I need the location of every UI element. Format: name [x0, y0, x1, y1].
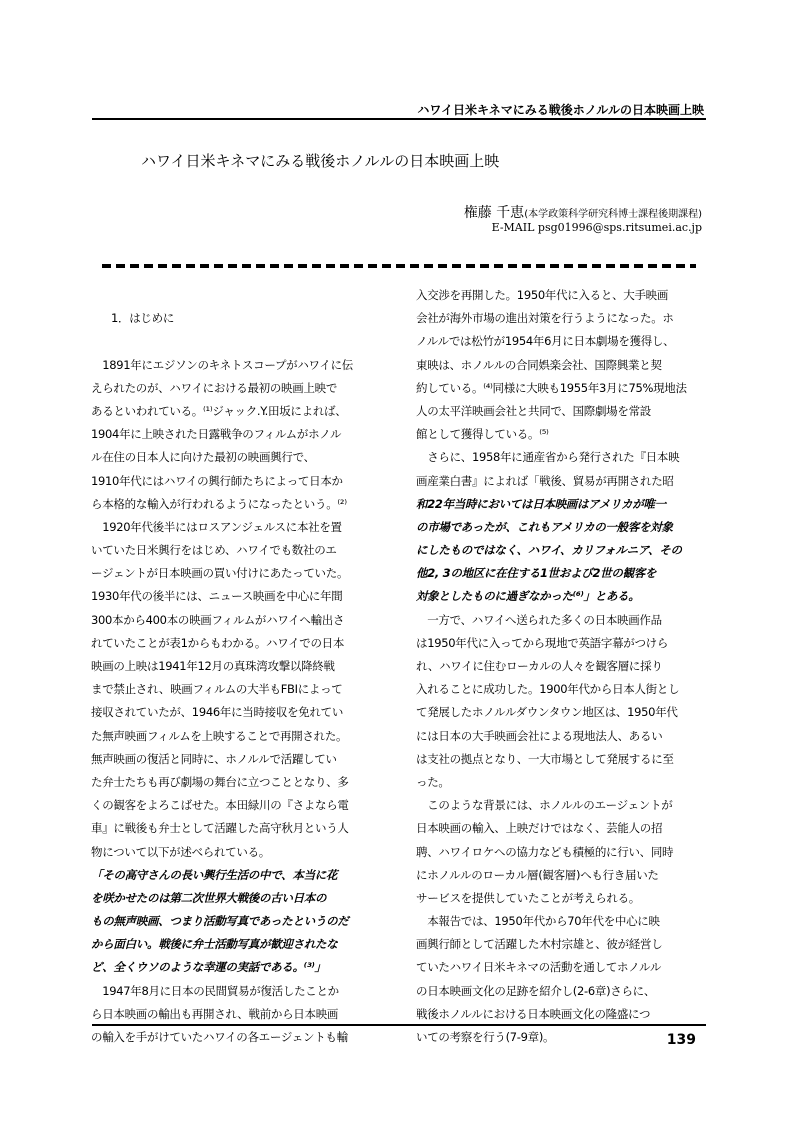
text-line: 物について以下が述べられている。 [91, 844, 270, 859]
text-line: 1930年代の後半には、ニュース映画を中心に年間 [91, 589, 343, 604]
text-line: まで禁止され、映画フィルムの大半もFBIによって [91, 682, 343, 697]
text-line: くの観客をよろこばせた。本田緑川の『さよなら電 [91, 798, 349, 813]
text-line: 1910年代にはハワイの興行師たちによって日本か [91, 473, 343, 488]
text-line: 戦後ホノルルにおける日本映画文化の隆盛につ [416, 1006, 651, 1021]
text-line: 他2, 3の地区に在住する1世および2世の観客を [416, 566, 657, 581]
text-line: 聘、ハワイロケへの協力なども積極的に行い、同時 [416, 844, 674, 859]
text-line: 対象としたものに過ぎなかった⁽⁶⁾」とある。 [416, 589, 640, 604]
author-affiliation: (本学政策科学研究科博士課程後期課程) [524, 209, 702, 220]
text-line: 「その高守さんの長い興行生活の中で、本当に花 [91, 867, 338, 882]
text-line: の日本映画文化の足跡を紹介し(2-6章)さらに、 [416, 983, 656, 998]
text-line: ど、全くウソのような幸運の実話である。⁽³⁾」 [91, 960, 326, 975]
text-line: さらに、1958年に通産省から発行された『日本映 [416, 450, 680, 465]
text-line: 和22年当時においては日本映画はアメリカが唯一 [416, 496, 666, 511]
text-line: 日本映画の輸入、上映だけではなく、芸能人の招 [416, 821, 663, 836]
text-line: 300本から400本の映画フィルムがハワイへ輸出さ [91, 612, 345, 627]
text-line: いていた日米興行をはじめ、ハワイでも数社のエ [91, 543, 337, 558]
text-line: 画産業白書』によれば「戦後、貿易が再開された昭 [416, 473, 674, 488]
running-head: ハワイ日米キネマにみる戦後ホノルルの日本映画上映 [417, 103, 704, 117]
text-line: れ、ハワイに住むローカルの人々を観客層に採り [416, 659, 663, 673]
text-line: ル在住の日本人に向けた最初の映画興行で、 [91, 450, 315, 465]
text-line: ていたハワイ日米キネマの活動を通してホノルル [416, 960, 662, 975]
text-line: った。 [416, 774, 450, 789]
text-line [91, 330, 373, 353]
text-line: た無声映画フィルムを上映することで再開された。 [91, 728, 348, 743]
left-column [91, 284, 373, 1049]
text-line: えられたのが、ハワイにおける最初の映画上映で [91, 380, 338, 395]
text-line: 無声映画の復活と同時に、ホノルルで活躍してい [91, 751, 337, 766]
text-line: を咲かせたのは第二次世界大戦後の古い日本の [91, 890, 327, 905]
author-name: 権藤 千恵 [463, 205, 525, 221]
text-line: 1920年代後半にはロスアンジェルスに本社を置 [91, 519, 342, 534]
text-line: いての考察を行う(7-9章)。 [416, 1030, 555, 1044]
text-line: 車』に戦後も弁士として活躍した高守秋月という人 [91, 821, 349, 836]
right-column [416, 284, 698, 1049]
header-rule [92, 118, 706, 120]
text-line: から面白い。戦後に弁士活動写真が歓迎されたな [91, 937, 338, 952]
text-line: ら本格的な輸入が行われるようになったという。⁽²⁾ [91, 496, 347, 511]
dashed-divider [102, 264, 696, 268]
text-line: ら日本映画の輸出も再開され、戦前から日本映画 [91, 1006, 339, 1021]
text-line: 入れることに成功した。1900年代から日本人街とし [416, 682, 680, 697]
author-email: E-MAIL psg01996@sps.ritsumei.ac.jp [491, 221, 702, 234]
page-number: 139 [666, 1032, 696, 1048]
text-line: た弁士たちも再び劇場の舞台に立つこととなり、多 [91, 774, 349, 789]
article-title: ハワイ日米キネマにみる戦後ホノルルの日本映画上映 [141, 152, 500, 170]
text-line: あるといわれている。⁽¹⁾ジャック.Y.田坂によれば、 [91, 403, 347, 418]
text-line: 会社が海外市場の進出対策を行うようになった。ホ [416, 311, 674, 326]
text-line: の輸入を手がけていたハワイの各エージェントも輸 [91, 1030, 348, 1044]
text-line: 約している。⁽⁴⁾同様に大映も1955年3月に75%現地法 [416, 380, 687, 395]
author-line [464, 202, 702, 222]
text-line: 映画の上映は1941年12月の真珠湾攻撃以降終戦 [91, 659, 335, 673]
text-line [91, 284, 373, 307]
text-line: て発展したホノルルダウンタウン地区は、1950年代 [416, 705, 678, 720]
text-line: にしたものではなく、ハワイ、カリフォルニア、その [416, 543, 682, 558]
text-line: 1904年に上映された日露戦争のフィルムがホノル [91, 427, 342, 442]
text-line: ノルルでは松竹が1954年6月に日本劇場を獲得し、 [416, 334, 675, 349]
text-line: 1891年にエジソンのキネトスコープがハワイに伝 [91, 357, 353, 372]
text-line: 接収されていたが、1946年に当時接収を免れてい [91, 705, 344, 720]
text-line: は支社の拠点となり、一大市場として発展するに至 [416, 751, 674, 766]
text-line: 1947年8月に日本の民間貿易が復活したことか [91, 983, 339, 998]
text-line: サービスを提供していたことが考えられる。 [416, 890, 640, 905]
text-line: 画興行師として活躍した木村宗雄と、彼が経営し [416, 937, 663, 952]
text-line: 一方で、ハワイへ送られた多くの日本映画作品 [416, 612, 662, 627]
text-line: には日本の大手映画会社による現地法人、あるい [416, 728, 663, 743]
text-line: 本報告では、1950年代から70年代を中心に映 [416, 914, 660, 929]
text-line: このような背景には、ホノルルのエージェントが [416, 798, 673, 813]
footer-rule [92, 1024, 706, 1026]
text-line: 東映は、ホノルルの合同娯楽会社、国際興業と契 [416, 357, 662, 372]
text-line: にホノルルのローカル層(観客層)へも行き届いた [416, 867, 659, 882]
text-line: れていたことが表1からもわかる。ハワイでの日本 [91, 635, 345, 650]
text-line: 館として獲得している。⁽⁵⁾ [416, 427, 549, 442]
section-heading: 1．はじめに [111, 311, 175, 326]
text-line: の市場であったが、これもアメリカの一般客を対象 [416, 519, 673, 534]
text-line: もの無声映画、つまり活動写真であったというのだ [91, 914, 349, 929]
text-line: は1950年代に入ってから現地で英語字幕がつけら [416, 635, 669, 650]
text-line: 入交渉を再開した。1950年代に入ると、大手映画 [416, 288, 669, 302]
text-line: 人の太平洋映画会社と共同で、国際劇場を常設 [416, 403, 651, 418]
text-line: ージェントが日本映画の買い付けにあたっていた。 [91, 566, 349, 581]
